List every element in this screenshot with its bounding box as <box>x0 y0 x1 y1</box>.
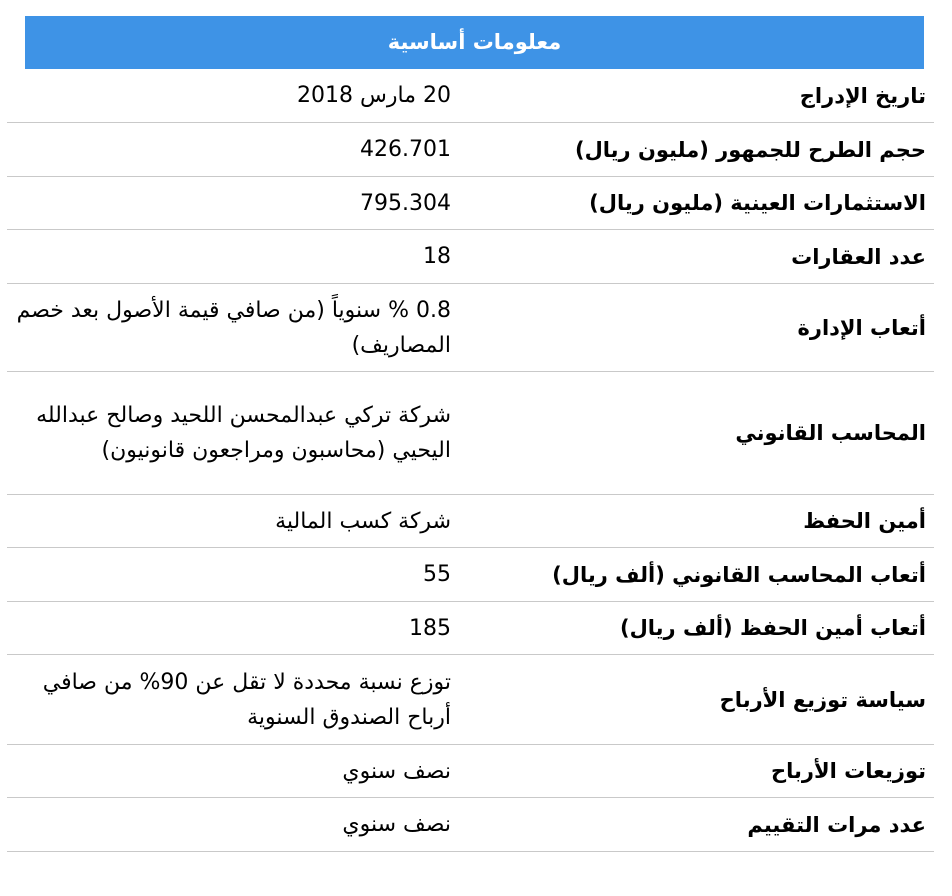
row-value: توزع نسبة محددة لا تقل عن 90% من صافي أرباح الصندوق السنوية <box>42 669 451 730</box>
table-row <box>7 230 934 284</box>
table-row <box>7 69 934 123</box>
table-row <box>7 495 934 548</box>
table-row <box>7 745 934 798</box>
row-label: عدد مرات التقييم <box>747 812 926 837</box>
row-label: حجم الطرح للجمهور (مليون ريال) <box>574 137 926 162</box>
row-label: أتعاب الإدارة <box>797 315 926 340</box>
row-value: 55 <box>423 562 451 587</box>
table-row <box>7 798 934 852</box>
row-value: 0.8 % سنوياً (من صافي قيمة الأصول بعد خصم المصاريف) <box>16 297 451 358</box>
row-label: تاريخ الإدراج <box>799 83 926 108</box>
row-label: أمين الحفظ <box>803 509 926 533</box>
row-value: 18 <box>423 244 451 269</box>
table-row <box>7 548 934 602</box>
row-label: سياسة توزيع الأرباح <box>719 687 926 712</box>
row-value: شركة كسب المالية <box>275 508 451 534</box>
row-value: 795.304 <box>360 190 451 216</box>
table-row <box>7 123 934 177</box>
row-label: المحاسب القانوني <box>735 421 926 445</box>
row-value: 185 <box>409 615 451 641</box>
row-value: 20 مارس 2018 <box>297 83 451 108</box>
table-row <box>7 284 934 372</box>
row-label: أتعاب أمين الحفظ (ألف ريال) <box>619 616 926 640</box>
row-label: الاستثمارات العينية (مليون ريال) <box>589 191 926 215</box>
row-value: نصف سنوي <box>342 758 451 784</box>
row-value: 426.701 <box>360 137 451 162</box>
row-value: شركة تركي عبدالمحسن اللحيد وصالح عبدالله اليحيي (محاسبون ومراجعون قانونيون) <box>36 403 451 463</box>
row-label: عدد العقارات <box>791 244 926 269</box>
row-label: أتعاب المحاسب القانوني (ألف ريال) <box>552 562 926 587</box>
row-value: نصف سنوي <box>342 812 451 837</box>
table-row <box>7 177 934 230</box>
table-row <box>7 372 934 495</box>
table-row <box>7 602 934 655</box>
row-label: توزيعات الأرباح <box>770 759 926 783</box>
table-row <box>7 655 934 745</box>
basic-info-table <box>7 16 934 852</box>
table-header: معلومات أساسية <box>25 16 924 69</box>
